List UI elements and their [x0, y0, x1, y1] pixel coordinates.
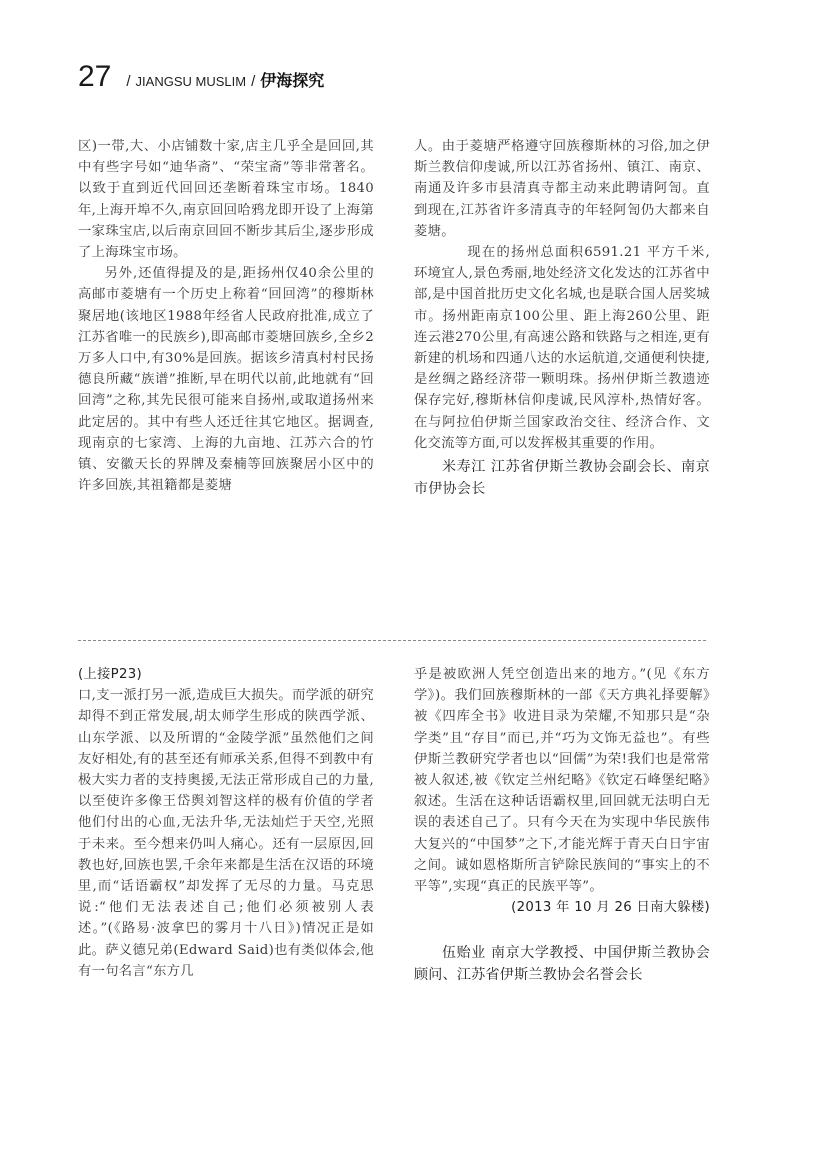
- paragraph: 另外,还值得提及的是,距扬州仅40余公里的高邮市菱塘有一个历史上称着“回回湾”的穆斯林聚居地(该地区1988年经省人民政府批准,成立了江苏省唯一的民族乡),即高邮市菱塘回族乡,全乡2万多人口中,有30%是回族。据该乡清真村村民扬德良所藏“族谱”推断,早在明代以前,此地就有“回回湾”之称,其先民很可能来自扬州,或取道扬州来此定居的。其中有些人还迁往其它地区。据调查,现南京的七家湾、上海的九亩地、江苏六合的竹镇、安徽天长的界牌及秦楠等回族聚居小区中的许多回族,其祖籍都是菱塘: [78, 266, 374, 494]
- paragraph: 区)一带,大、小店铺数十家,店主几乎全是回回,其中有些字号如“迪华斋”、“荣宝斋”等非常著名。以致于直到近代回回还垄断着珠宝市场。1840年,上海开埠不久,南京回回哈鸦龙即开设了上海第一家珠宝店,以后南京回回不断步其后尘,逐步形成了上海珠宝市场。: [78, 139, 374, 261]
- bottom-right-column: [414, 664, 710, 986]
- magazine-name: JIANGSU MUSLIM: [135, 74, 247, 89]
- author-byline: 米寿江 江苏省伊斯兰教协会副会长、南京市伊协会长: [414, 459, 710, 498]
- spacer: [414, 918, 710, 940]
- paragraph: 口,支一派打另一派,造成巨大损失。而学派的研究却得不到正常发展,胡太师学生形成的陕西学派、山东学派、以及所谓的“金陵学派”虽然他们之间友好相处,有的甚至还有师承关系,但得不到教中有极大实力者的支持奥援,无法正常形成自己的力量,以至使许多像王岱舆刘智这样的极有价值的学者他们付出的心血,无法升华,无法灿烂于天空,光照于未来。至今想来仍叫人痛心。还有一层原因,回教也好,回族也罢,千余年来都是生活在汉语的环境里,而“话语霸权”却发挥了无尽的力量。马克思说:“他们无法表述自己;他们必须被别人表述。”(《路易·波拿巴的雾月十八日》)情况正是如此。萨义德兄弟(Edward Said)也有类似体会,他有一句名言“东方几: [78, 688, 374, 979]
- section-divider: [78, 640, 706, 641]
- top-left-column: [78, 136, 374, 496]
- header-separator-2: /: [251, 73, 256, 90]
- continued-note: (上接P23): [78, 667, 143, 682]
- column-title: 伊海探究: [260, 71, 325, 90]
- paragraph: 现在的扬州总面积6591.21 平方千米,环境宜人,景色秀丽,地处经济文化发达的江苏省中部,是中国首批历史文化名城,也是联合国人居奖城市。扬州距南京100公里、距上海260公里、距连云港270公里,有高速公路和铁路与之相连,更有新建的机场和四通八达的水运航道,交通便利快捷,是丝绸之路经济带一颗明珠。扬州伊斯兰教遗迹保存完好,穆斯林信仰虔诚,民风淳朴,热情好客。在与阿拉伯伊斯兰国家政治交往、经济合作、文化交流等方面,可以发挥极其重要的作用。: [414, 245, 710, 451]
- author-byline: 伍贻业 南京大学教授、中国伊斯兰教协会顾问、江苏省伊斯兰教协会名誉会长: [414, 945, 710, 984]
- page-header: [78, 60, 324, 100]
- bottom-left-column: [78, 664, 374, 982]
- paragraph: 人。由于菱塘严格遵守回族穆斯林的习俗,加之伊斯兰教信仰虔诚,所以江苏省扬州、镇江、南京、南通及许多市县清真寺都主动来此聘请阿訇。直到现在,江苏省许多清真寺的年轻阿訇仍大都来自菱塘。: [414, 139, 710, 239]
- header-separator: /: [126, 73, 131, 90]
- top-right-column: [414, 136, 710, 500]
- page-number: 27: [78, 60, 112, 93]
- paragraph: 乎是被欧洲人凭空创造出来的地方。”(见《东方学》)。我们回族穆斯林的一部《天方典礼择要解》被《四库全书》收进目录为荣耀,不知那只是“杂学类”且“存目”而已,并“巧为文饰无益也”。有些伊斯兰教研究学者也以“回儒”为荣!我们也是常常被人叙述,被《钦定兰州纪略》《钦定石峰堡纪略》叙述。生活在这种话语霸权里,回回就无法明白无误的表述自己了。只有今天在为实现中华民族伟大复兴的“中国梦”之下,才能光辉于青天白日宇宙之间。诚如恩格斯所言铲除民族间的“事实上的不平等”,实现“真正的民族平等”。: [414, 667, 710, 895]
- date-note: (2013 年 10 月 26 日南大躲楼): [511, 900, 710, 916]
